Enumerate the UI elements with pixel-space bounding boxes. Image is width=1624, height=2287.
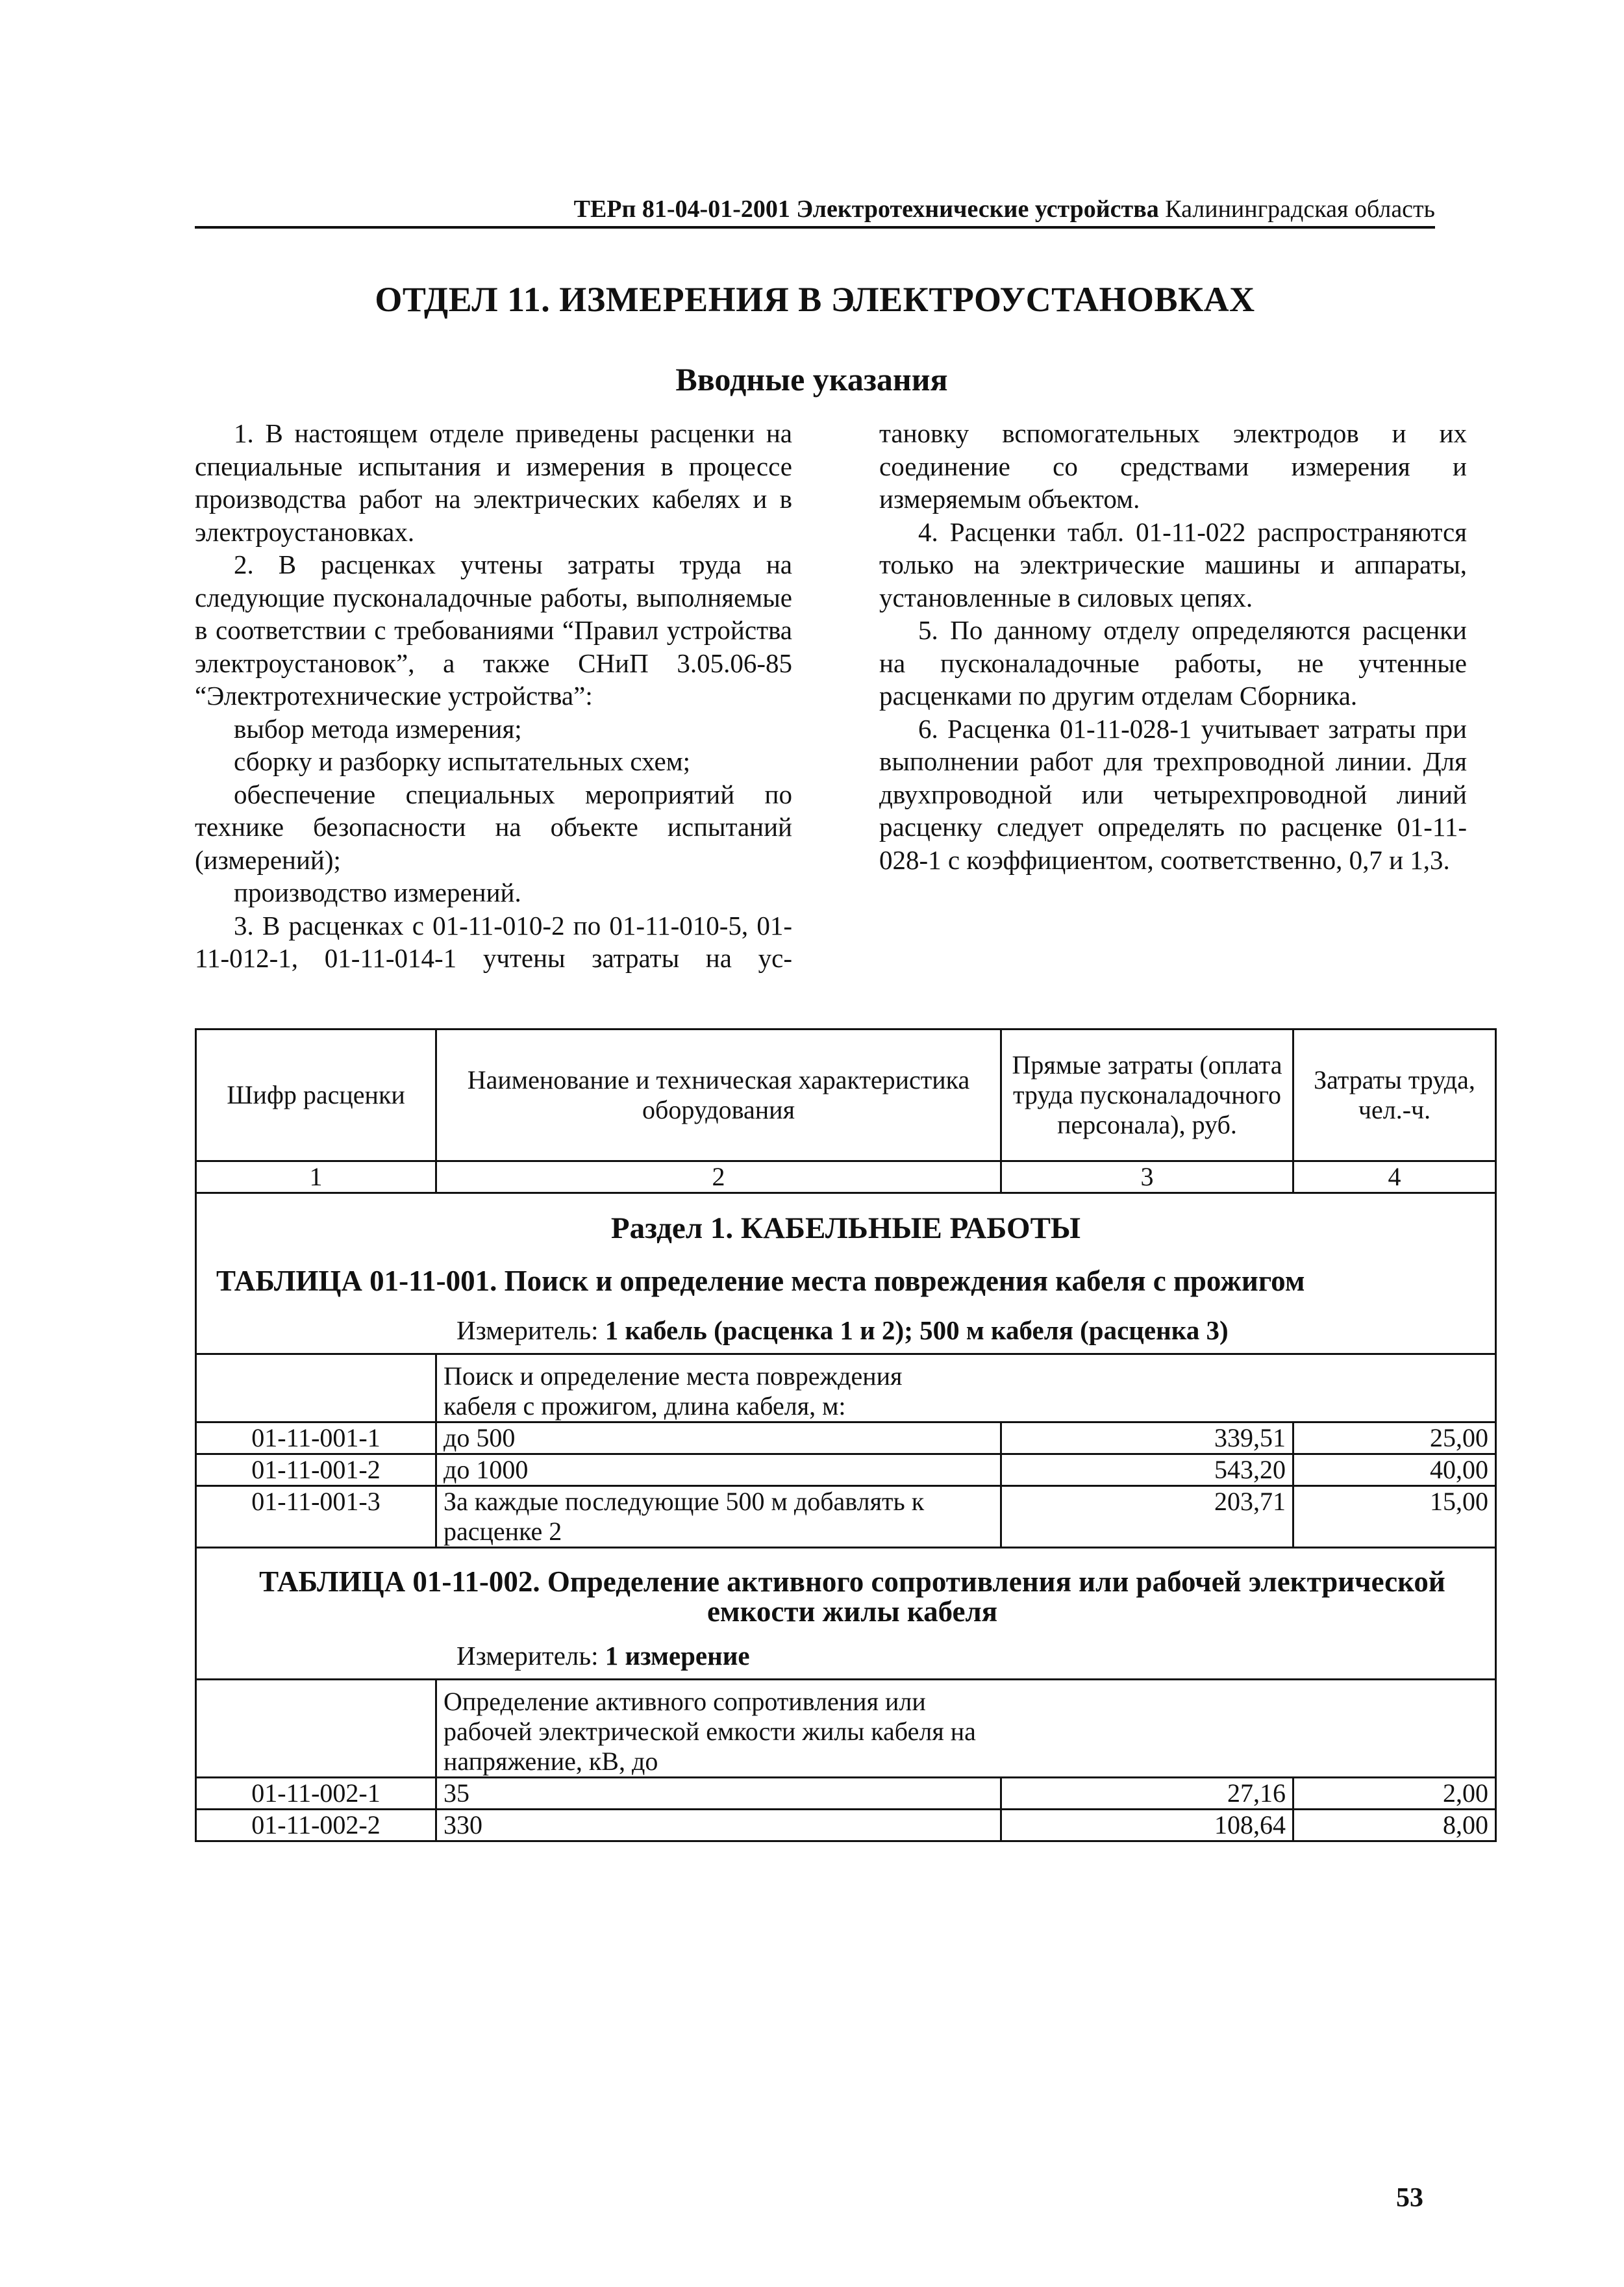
department-title: ОТДЕЛ 11. ИЗМЕРЕНИЯ В ЭЛЕКТРОУСТАНОВКАХ — [375, 280, 1255, 319]
meter-value: 1 измерение — [605, 1641, 750, 1671]
intro-paragraph: обеспечение специальных мероприятий по технике безопасности на объекте испытаний (измерений); — [195, 779, 792, 875]
rate-cost: 543,20 — [1001, 1454, 1293, 1486]
column-number-row — [196, 1161, 1496, 1193]
meter-line — [197, 1641, 1495, 1678]
description-row — [196, 1354, 1496, 1422]
rate-name: 35 — [436, 1778, 1001, 1810]
column-number: 2 — [436, 1161, 1001, 1193]
header-cell-name: Наименование и техническая характеристика оборудования — [436, 1030, 1001, 1161]
section-title: Раздел 1. КАБЕЛЬНЫЕ РАБОТЫ — [610, 1211, 1081, 1245]
header-region: Калининградская область — [1165, 196, 1435, 223]
intro-paragraph: 1. В настоящем отделе приведены расценки на специальные испытания и измерения в процессе производства работ на электрических кабелях и в электроустановках. — [195, 418, 792, 547]
description-row — [196, 1680, 1496, 1778]
rate-name: до 1000 — [436, 1454, 1001, 1486]
meter-line — [197, 1315, 1495, 1353]
table-description: Поиск и определение места повреждения кабеля с прожигом, длина кабеля, м: — [443, 1361, 903, 1421]
column-number: 4 — [1293, 1161, 1496, 1193]
intro-paragraph: выбор метода измерения; — [234, 713, 522, 744]
table-row — [196, 1810, 1496, 1841]
intro-paragraph: 3. В расценках с 01-11-010-2 по 01-11-010-5, 01-11-012-1, 01-11-014-1 учтены затраты на ус- — [195, 910, 792, 973]
rates-table — [195, 1028, 1497, 1842]
intro-title: Вводные указания — [675, 361, 948, 398]
table-header-row — [196, 1030, 1496, 1161]
meter-label: Измеритель: — [456, 1315, 599, 1345]
rate-code: 01-11-002-2 — [196, 1810, 436, 1841]
header-code: ТЕРп 81-04-01-2001 — [573, 196, 790, 223]
intro-paragraph: 5. По данному отделу определяются расценки на пусконаладочные работы, не учтенные расценками по другим отделам Сборника. — [879, 615, 1467, 711]
meter-value: 1 кабель (расценка 1 и 2); 500 м кабеля (расценка 3) — [605, 1315, 1229, 1345]
intro-paragraph: 6. Расценка 01-11-028-1 учитывает затраты при выполнении работ для трехпроводной линии. Для двухпроводной или четырехпроводной линий расценку следует определять по расценке 01-11-028-1 с коэффициентом, соответственно, 0,7 и 1,3. — [879, 713, 1467, 875]
rates-table-wrapper — [195, 1028, 1496, 1842]
rate-cost: 27,16 — [1001, 1778, 1293, 1810]
table-row — [196, 1422, 1496, 1454]
rate-name: до 500 — [436, 1422, 1001, 1454]
rate-code: 01-11-001-3 — [196, 1486, 436, 1548]
column-number: 3 — [1001, 1161, 1293, 1193]
rate-cost: 339,51 — [1001, 1422, 1293, 1454]
rate-cost: 108,64 — [1001, 1810, 1293, 1841]
running-header — [195, 195, 1435, 229]
intro-paragraph: сборку и разборку испытательных схем; — [234, 746, 691, 776]
rate-code: 01-11-002-1 — [196, 1778, 436, 1810]
header-subject: Электротехнические устройства — [796, 196, 1159, 223]
rate-cost: 203,71 — [1001, 1486, 1293, 1548]
table-title: ТАБЛИЦА 01-11-001. Поиск и определение места повреждения кабеля с прожигом — [216, 1265, 1305, 1297]
intro-paragraph: производство измерений. — [234, 878, 521, 907]
column-number: 1 — [196, 1161, 436, 1193]
header-cell-cost: Прямые затраты (оплата труда пусконаладочного персонала), руб. — [1001, 1030, 1293, 1161]
rate-name: 330 — [436, 1810, 1001, 1841]
table-row — [196, 1778, 1496, 1810]
rate-labor: 8,00 — [1293, 1810, 1496, 1841]
rate-labor: 15,00 — [1293, 1486, 1496, 1548]
intro-left-column — [195, 417, 792, 975]
rate-code: 01-11-001-2 — [196, 1454, 436, 1486]
rate-labor: 25,00 — [1293, 1422, 1496, 1454]
table-row — [196, 1486, 1496, 1548]
table-title: ТАБЛИЦА 01-11-002. Определение активного сопротивления или рабочей электрической емкости жилы кабеля — [259, 1565, 1445, 1628]
rate-name: За каждые последующие 500 м добавлять к расценке 2 — [436, 1486, 1001, 1548]
intro-paragraph: 4. Расценки табл. 01-11-022 распространяются только на электрические машины и аппараты, установленные в силовых цепях. — [879, 516, 1467, 613]
rate-labor: 2,00 — [1293, 1778, 1496, 1810]
table-row — [196, 1454, 1496, 1486]
section-cell — [196, 1193, 1496, 1354]
header-cell-labor: Затраты труда, чел.-ч. — [1293, 1030, 1496, 1161]
rate-labor: 40,00 — [1293, 1454, 1496, 1486]
section-row — [196, 1193, 1496, 1354]
section-row — [196, 1548, 1496, 1680]
header-cell-code: Шифр расценки — [196, 1030, 436, 1161]
rate-code: 01-11-001-1 — [196, 1422, 436, 1454]
page-number: 53 — [1396, 2183, 1423, 2213]
intro-right-column — [879, 417, 1467, 876]
section-cell — [196, 1548, 1496, 1680]
intro-paragraph: 2. В расценках учтены затраты труда на следующие пусконаладочные работы, выполняемые в соответствии с требованиями “Правил устройства электроустановок”, а также СНиП 3.05.06-85 “Электротехнические устройства”: — [195, 550, 792, 711]
intro-paragraph: тановку вспомогательных электродов и их соединение со средствами измерения и измеряемым объектом. — [879, 418, 1467, 514]
empty-cell — [196, 1354, 436, 1422]
table-description: Определение активного сопротивления или рабочей электрической емкости жилы кабеля на напряжение, кВ, до — [443, 1687, 976, 1776]
meter-label: Измеритель: — [456, 1641, 599, 1671]
empty-cell — [196, 1680, 436, 1778]
